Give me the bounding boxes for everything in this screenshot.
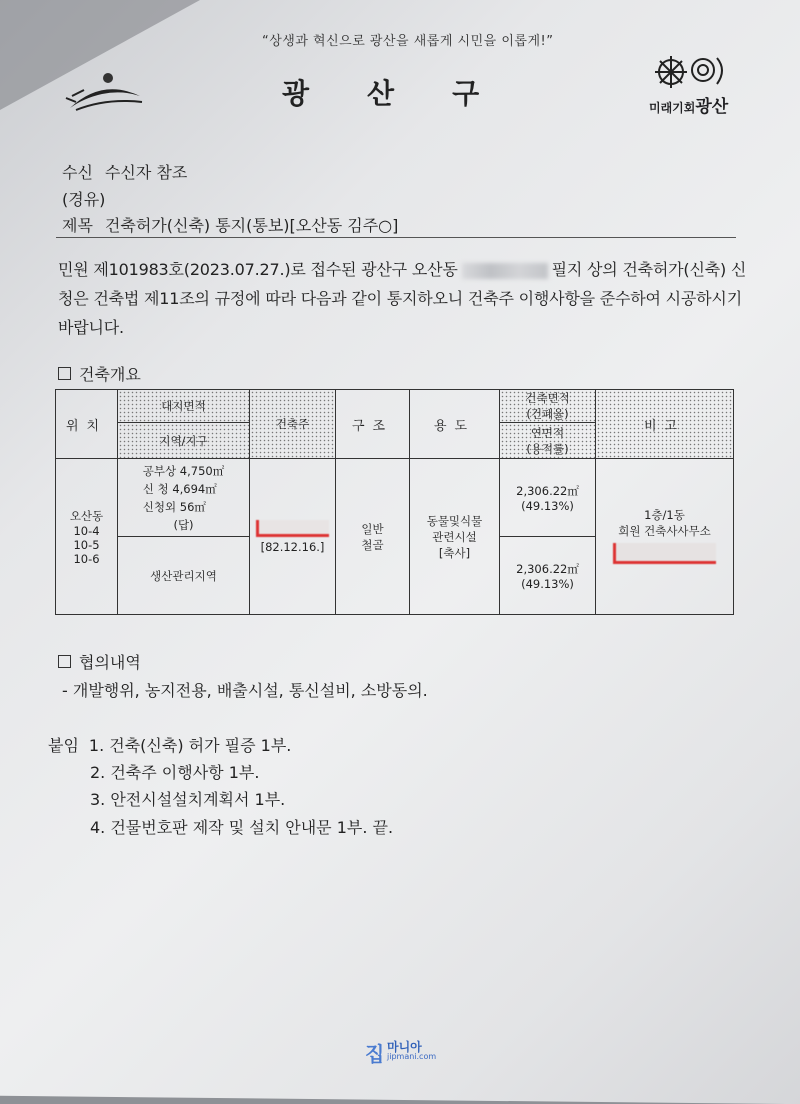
subject-divider: [56, 237, 736, 238]
far-value: (49.13%): [521, 576, 574, 591]
recipient-line: [62, 160, 187, 183]
cell-zone: 생산관리지역: [118, 537, 250, 615]
subject-label: 제목: [62, 216, 93, 235]
area-row: 신 청 4,694㎡: [142, 481, 217, 496]
floor-area-value: 2,306.22㎡: [516, 561, 579, 576]
header-remarks: 비고: [596, 390, 734, 459]
header-building-area-label: 건축면적: [525, 391, 570, 405]
notice-text-part2: 필지 상의 건축허가(신축) 신청은 건축법 제11조의 규정에 따라 다음과 같이 통지하오니 건축주 이행사항을 준수하여 시공하시기 바랍니다.: [58, 260, 747, 337]
location-line: 오산동: [69, 508, 104, 523]
location-line: 10-4: [73, 523, 100, 538]
consultation-text: - 개발행위, 농지전용, 배출시설, 통신설비, 소방동의.: [62, 681, 428, 700]
subject-value: 건축허가(신축) 통지(통보)[오산동 김주○]: [104, 216, 399, 235]
cell-remarks: [596, 459, 734, 615]
checkbox-square-icon: [58, 655, 71, 668]
area-row: 신청외 56㎡: [142, 499, 206, 514]
remarks-line: 1층/1동: [644, 507, 685, 522]
enclosure-item: 2. 건축주 이행사항 1부.: [90, 763, 260, 782]
owner-birth: [82.12.16.]: [260, 539, 325, 554]
area-row: 공부상 4,750㎡: [142, 463, 225, 478]
via-line: (경유): [62, 190, 106, 209]
cell-owner: [250, 459, 336, 615]
header-zone: 지역/지구: [118, 423, 250, 459]
area-row: (답): [173, 517, 194, 532]
cell-building-area: [500, 459, 596, 537]
header-floor-area-label: 연면적: [530, 425, 565, 440]
redacted-architect-name: [613, 543, 716, 564]
location-line: 10-6: [73, 551, 100, 566]
enclosure-item: [48, 733, 291, 756]
coverage-value: (49.13%): [521, 498, 574, 513]
recipient-value: 수신자 참조: [104, 163, 188, 182]
section-overview-title: 건축개요: [79, 365, 141, 384]
notice-text-part1: 민원 제101983호(2023.07.27.)로 접수된 광산구 오산동: [58, 260, 458, 279]
city-brand-logo: [645, 52, 735, 122]
section-overview: [58, 362, 141, 385]
watermark-brand: 마니아: [387, 1040, 422, 1054]
subject-line: [62, 213, 398, 236]
use-line: 동물및식물: [426, 513, 483, 528]
building-summary-table: [55, 389, 734, 615]
cell-floor-area: [500, 537, 596, 615]
header-location: 위치: [56, 390, 118, 459]
header-owner: 건축주: [250, 390, 336, 459]
header-coverage-label: (건폐율): [526, 407, 569, 421]
header-structure: 구조: [336, 390, 410, 459]
watermark-zip: 집: [365, 1042, 385, 1066]
logo-big-text: 광산: [695, 97, 729, 117]
enclosure-item: 3. 안전시설설치계획서 1부.: [90, 790, 286, 809]
redacted-owner-name: [256, 520, 329, 537]
header-floor-area: [500, 423, 596, 459]
checkbox-square-icon: [58, 367, 71, 380]
header-site-area: 대지면적: [118, 390, 250, 423]
redacted-address: [462, 263, 548, 279]
header-far-label: (용적률): [526, 441, 569, 456]
recipient-label: 수신: [62, 163, 93, 182]
watermark-url: jipmani.com: [387, 1052, 437, 1061]
cell-use: [410, 459, 500, 615]
section-consultation: [58, 650, 141, 673]
structure-line: 철골: [361, 537, 384, 552]
use-line: [축사]: [438, 545, 471, 560]
watermark-logo: [365, 1038, 437, 1064]
location-line: 10-5: [73, 537, 100, 552]
section-consultation-title: 협의내역: [79, 653, 141, 672]
enclosure-text: 1. 건축(신축) 허가 필증 1부.: [88, 736, 292, 755]
notice-paragraph: [58, 255, 748, 342]
cell-location: [56, 459, 118, 615]
slogan: “상생과 혁신으로 광산을 새롭게 시민을 이롭게!”: [262, 34, 554, 49]
cell-structure: [336, 459, 410, 615]
enclosure-item: 4. 건물번호판 제작 및 설치 안내문 1부. 끝.: [90, 818, 394, 837]
building-area-value: 2,306.22㎡: [516, 483, 579, 498]
cell-site-area: [118, 459, 250, 537]
header-use: 용도: [410, 390, 500, 459]
header-building-area: [500, 390, 596, 423]
structure-line: 일반: [361, 521, 384, 536]
org-title: 광산구: [282, 77, 538, 110]
district-emblem-icon: [62, 68, 152, 118]
logo-small-text: 미래기회: [649, 101, 696, 115]
use-line: 관련시설: [432, 529, 477, 544]
enclosure-label: 붙임: [48, 736, 79, 755]
sunflower-icon: [645, 52, 735, 92]
remarks-line: 희원 건축사사무소: [618, 523, 711, 538]
